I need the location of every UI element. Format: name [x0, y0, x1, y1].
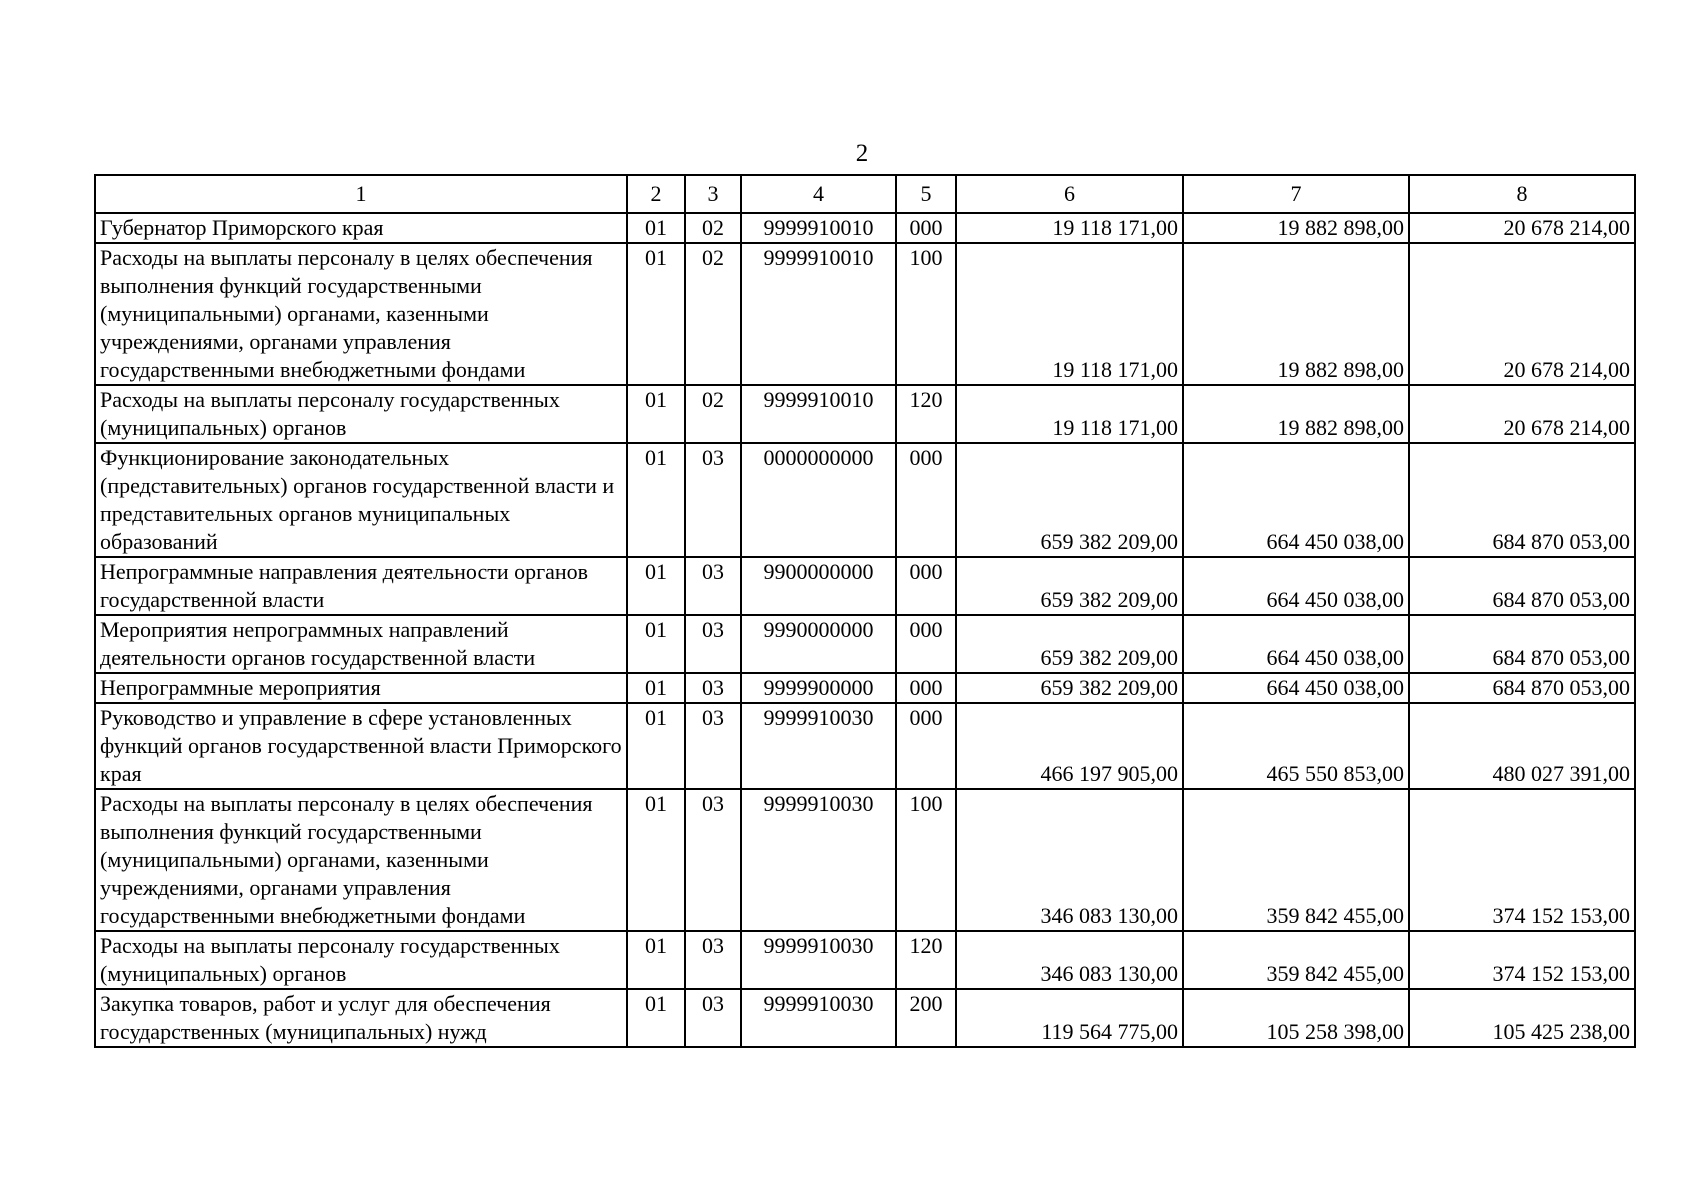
- header-row: [95, 175, 1635, 213]
- target-article-cell: 9990000000: [741, 615, 896, 673]
- amount-col8-cell: 684 870 053,00: [1409, 557, 1635, 615]
- amount-col8-cell: 374 152 153,00: [1409, 931, 1635, 989]
- expense-type-cell: 000: [896, 673, 956, 703]
- subsection-code-cell: 03: [685, 703, 741, 789]
- amount-col8-cell: 20 678 214,00: [1409, 243, 1635, 385]
- expense-type-cell: 000: [896, 703, 956, 789]
- amount-col6-cell: 659 382 209,00: [956, 557, 1183, 615]
- expense-type-cell: 000: [896, 443, 956, 557]
- expense-type-cell: 000: [896, 557, 956, 615]
- row-name-cell: Функционирование законодательных (представительных) органов государственной власти и представительных органов муниципальных образований: [95, 443, 627, 557]
- table-row: [95, 989, 1635, 1047]
- subsection-code-cell: 03: [685, 615, 741, 673]
- row-name-cell: Закупка товаров, работ и услуг для обеспечения государственных (муниципальных) нужд: [95, 989, 627, 1047]
- page-number: 2: [855, 140, 869, 167]
- row-name-cell: Расходы на выплаты персоналу в целях обеспечения выполнения функций государственными (муниципальными) органами, казенными учреждениями, органами управления государственными внебюджетными фондами: [95, 243, 627, 385]
- amount-col7-cell: 19 882 898,00: [1183, 213, 1409, 243]
- section-code-cell: 01: [627, 989, 685, 1047]
- section-code-cell: 01: [627, 703, 685, 789]
- amount-col8-cell: 20 678 214,00: [1409, 213, 1635, 243]
- section-code-cell: 01: [627, 243, 685, 385]
- target-article-cell: 9999910030: [741, 703, 896, 789]
- table-row: [95, 557, 1635, 615]
- expense-type-cell: 200: [896, 989, 956, 1047]
- subsection-code-cell: 03: [685, 557, 741, 615]
- amount-col7-cell: 664 450 038,00: [1183, 443, 1409, 557]
- target-article-cell: 9999900000: [741, 673, 896, 703]
- section-code-cell: 01: [627, 789, 685, 931]
- expense-type-cell: 000: [896, 213, 956, 243]
- target-article-cell: 9999910030: [741, 989, 896, 1047]
- amount-col8-cell: 480 027 391,00: [1409, 703, 1635, 789]
- column-header: 3: [685, 175, 741, 213]
- target-article-cell: 9999910010: [741, 385, 896, 443]
- expense-type-cell: 100: [896, 789, 956, 931]
- section-code-cell: 01: [627, 931, 685, 989]
- target-article-cell: 9999910030: [741, 789, 896, 931]
- expense-type-cell: 120: [896, 931, 956, 989]
- table-row: [95, 931, 1635, 989]
- section-code-cell: 01: [627, 213, 685, 243]
- column-header: 6: [956, 175, 1183, 213]
- table-row: [95, 213, 1635, 243]
- subsection-code-cell: 02: [685, 213, 741, 243]
- column-header: 5: [896, 175, 956, 213]
- row-name-cell: Непрограммные мероприятия: [95, 673, 627, 703]
- amount-col6-cell: 659 382 209,00: [956, 673, 1183, 703]
- row-name-cell: Непрограммные направления деятельности органов государственной власти: [95, 557, 627, 615]
- subsection-code-cell: 03: [685, 443, 741, 557]
- expense-type-cell: 000: [896, 615, 956, 673]
- amount-col8-cell: 374 152 153,00: [1409, 789, 1635, 931]
- table-row: [95, 615, 1635, 673]
- target-article-cell: 0000000000: [741, 443, 896, 557]
- row-name-cell: Расходы на выплаты персоналу в целях обеспечения выполнения функций государственными (муниципальными) органами, казенными учреждениями, органами управления государственными внебюджетными фондами: [95, 789, 627, 931]
- amount-col6-cell: 659 382 209,00: [956, 443, 1183, 557]
- row-name-cell: Расходы на выплаты персоналу государственных (муниципальных) органов: [95, 385, 627, 443]
- amount-col7-cell: 664 450 038,00: [1183, 557, 1409, 615]
- row-name-cell: Губернатор Приморского края: [95, 213, 627, 243]
- expense-type-cell: 120: [896, 385, 956, 443]
- table-row: [95, 243, 1635, 385]
- amount-col7-cell: 359 842 455,00: [1183, 789, 1409, 931]
- subsection-code-cell: 02: [685, 385, 741, 443]
- column-header: 1: [95, 175, 627, 213]
- amount-col7-cell: 664 450 038,00: [1183, 615, 1409, 673]
- table-row: [95, 385, 1635, 443]
- amount-col8-cell: 20 678 214,00: [1409, 385, 1635, 443]
- column-header: 4: [741, 175, 896, 213]
- section-code-cell: 01: [627, 385, 685, 443]
- amount-col6-cell: 19 118 171,00: [956, 213, 1183, 243]
- column-header: 8: [1409, 175, 1635, 213]
- amount-col7-cell: 105 258 398,00: [1183, 989, 1409, 1047]
- amount-col6-cell: 119 564 775,00: [956, 989, 1183, 1047]
- target-article-cell: 9999910010: [741, 213, 896, 243]
- amount-col8-cell: 684 870 053,00: [1409, 673, 1635, 703]
- subsection-code-cell: 02: [685, 243, 741, 385]
- amount-col7-cell: 359 842 455,00: [1183, 931, 1409, 989]
- section-code-cell: 01: [627, 443, 685, 557]
- table-body: [95, 175, 1635, 1047]
- section-code-cell: 01: [627, 673, 685, 703]
- row-name-cell: Мероприятия непрограммных направлений деятельности органов государственной власти: [95, 615, 627, 673]
- subsection-code-cell: 03: [685, 989, 741, 1047]
- table-row: [95, 673, 1635, 703]
- subsection-code-cell: 03: [685, 931, 741, 989]
- amount-col6-cell: 19 118 171,00: [956, 385, 1183, 443]
- target-article-cell: 9900000000: [741, 557, 896, 615]
- row-name-cell: Расходы на выплаты персоналу государственных (муниципальных) органов: [95, 931, 627, 989]
- amount-col6-cell: 19 118 171,00: [956, 243, 1183, 385]
- amount-col7-cell: 664 450 038,00: [1183, 673, 1409, 703]
- target-article-cell: 9999910030: [741, 931, 896, 989]
- section-code-cell: 01: [627, 615, 685, 673]
- table-row: [95, 443, 1635, 557]
- amount-col7-cell: 19 882 898,00: [1183, 385, 1409, 443]
- column-header: 7: [1183, 175, 1409, 213]
- amount-col6-cell: 346 083 130,00: [956, 789, 1183, 931]
- amount-col6-cell: 659 382 209,00: [956, 615, 1183, 673]
- amount-col8-cell: 684 870 053,00: [1409, 443, 1635, 557]
- subsection-code-cell: 03: [685, 789, 741, 931]
- column-header: 2: [627, 175, 685, 213]
- row-name-cell: Руководство и управление в сфере установленных функций органов государственной власти Приморского края: [95, 703, 627, 789]
- budget-table: [94, 174, 1636, 1048]
- amount-col7-cell: 19 882 898,00: [1183, 243, 1409, 385]
- amount-col8-cell: 684 870 053,00: [1409, 615, 1635, 673]
- amount-col6-cell: 346 083 130,00: [956, 931, 1183, 989]
- table-row: [95, 703, 1635, 789]
- amount-col6-cell: 466 197 905,00: [956, 703, 1183, 789]
- amount-col8-cell: 105 425 238,00: [1409, 989, 1635, 1047]
- target-article-cell: 9999910010: [741, 243, 896, 385]
- section-code-cell: 01: [627, 557, 685, 615]
- expense-type-cell: 100: [896, 243, 956, 385]
- subsection-code-cell: 03: [685, 673, 741, 703]
- table-row: [95, 789, 1635, 931]
- amount-col7-cell: 465 550 853,00: [1183, 703, 1409, 789]
